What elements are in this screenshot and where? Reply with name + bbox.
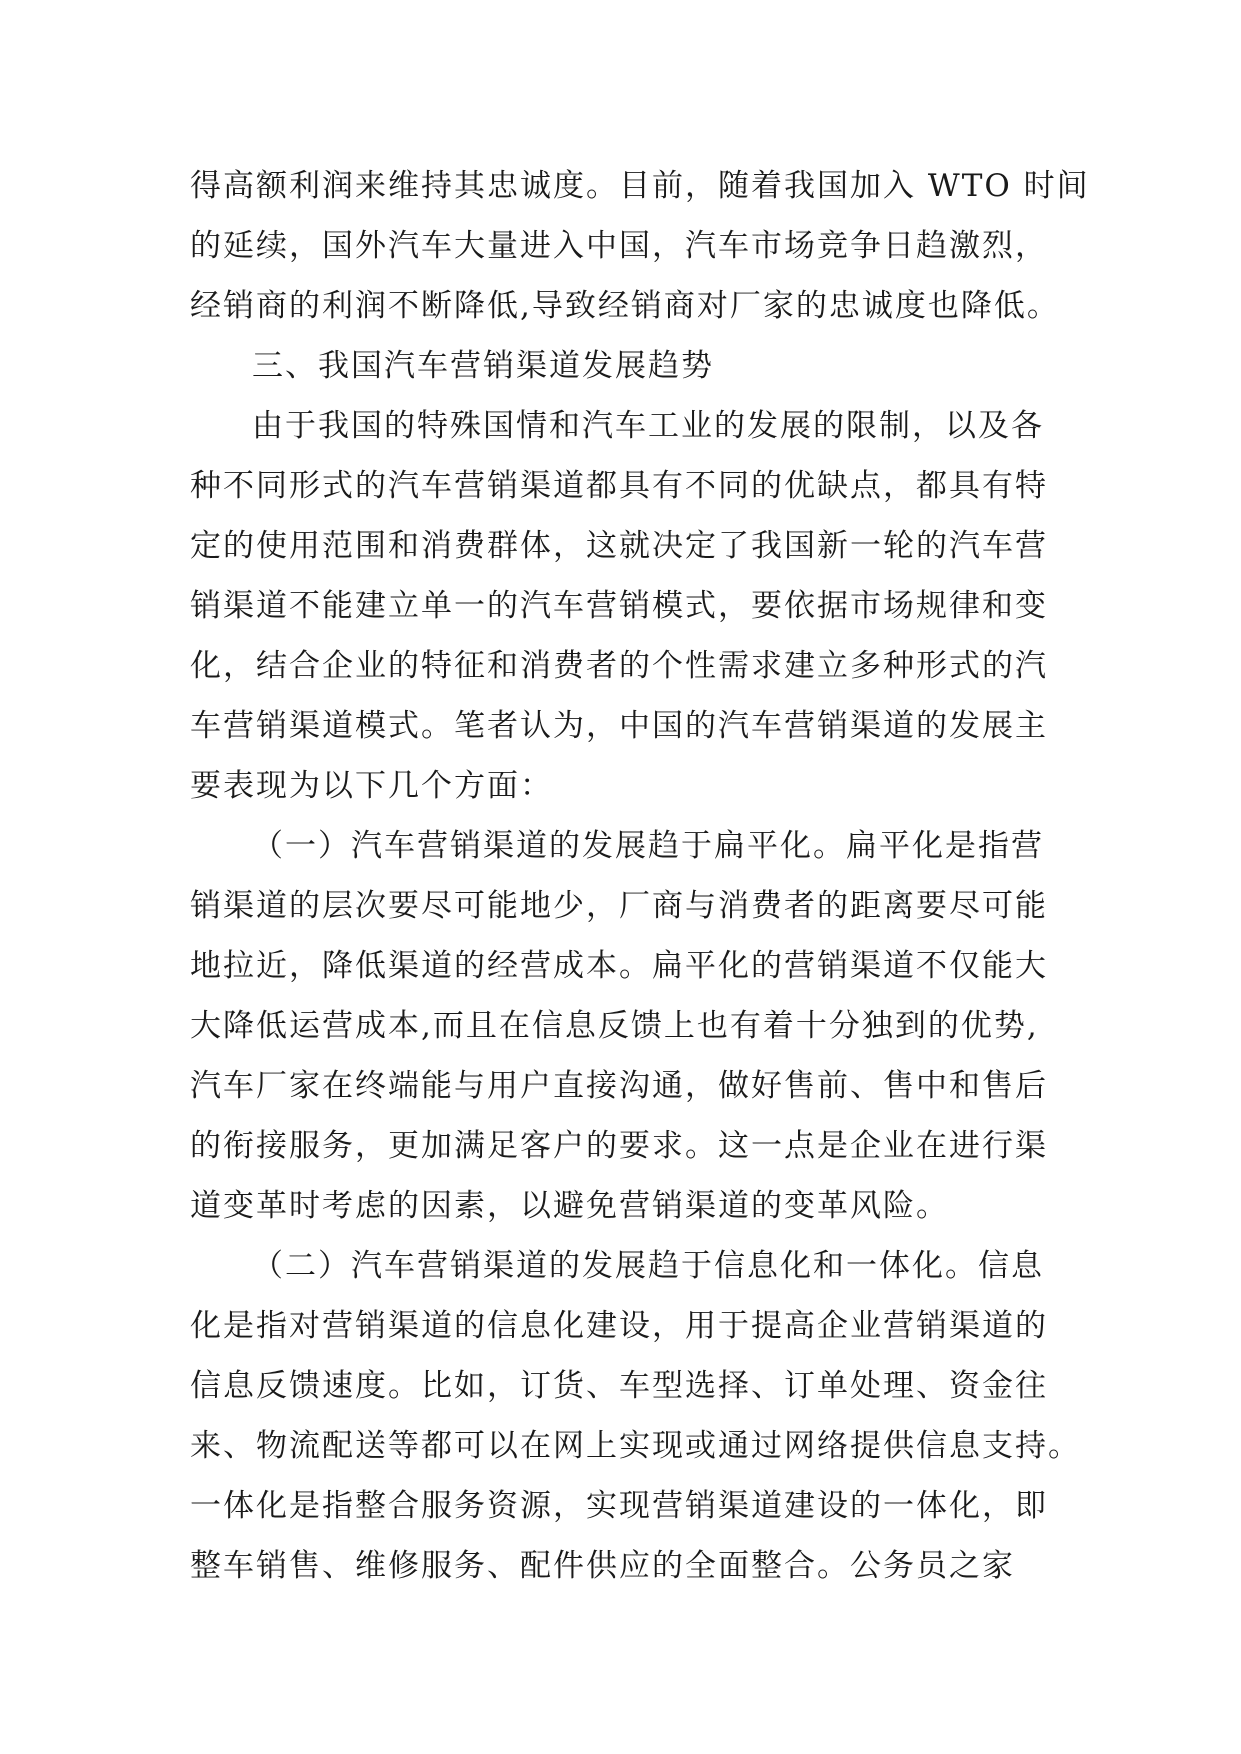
text-line: 定的使用范围和消费群体，这就决定了我国新一轮的汽车营 (190, 528, 1048, 564)
text-line: 化，结合企业的特征和消费者的个性需求建立多种形式的汽 (190, 648, 1048, 684)
text-line: 经销商的利润不断降低,导致经销商对厂家的忠诚度也降低。 (190, 288, 1060, 324)
text-line: （一）汽车营销渠道的发展趋于扁平化。扁平化是指营 (252, 828, 1044, 864)
text-line: 种不同形式的汽车营销渠道都具有不同的优缺点，都具有特 (190, 468, 1048, 504)
text-line: 地拉近，降低渠道的经营成本。扁平化的营销渠道不仅能大 (190, 948, 1048, 984)
text-line: 道变革时考虑的因素，以避免营销渠道的变革风险。 (190, 1188, 949, 1224)
text-line: 大降低运营成本,而且在信息反馈上也有着十分独到的优势, (190, 1008, 1039, 1044)
text-line: 信息反馈速度。比如，订货、车型选择、订单处理、资金往 (190, 1368, 1048, 1404)
text-line: （二）汽车营销渠道的发展趋于信息化和一体化。信息 (252, 1248, 1044, 1284)
text-line: 整车销售、维修服务、配件供应的全面整合。公务员之家 (190, 1548, 1015, 1584)
text-line: 来、物流配送等都可以在网上实现或通过网络提供信息支持。 (190, 1428, 1081, 1464)
text-line: 要表现为以下几个方面： (190, 768, 553, 804)
text-line: 的延续，国外汽车大量进入中国，汽车市场竞争日趋激烈， (190, 228, 1048, 264)
text-line: 由于我国的特殊国情和汽车工业的发展的限制，以及各 (252, 408, 1044, 444)
text-line: 销渠道不能建立单一的汽车营销模式，要依据市场规律和变 (190, 588, 1048, 624)
text-line: 化是指对营销渠道的信息化建设，用于提高企业营销渠道的 (190, 1308, 1048, 1344)
text-line: 销渠道的层次要尽可能地少，厂商与消费者的距离要尽可能 (190, 888, 1048, 924)
text-line: 车营销渠道模式。笔者认为，中国的汽车营销渠道的发展主 (190, 708, 1048, 744)
section-heading: 三、我国汽车营销渠道发展趋势 (252, 348, 714, 384)
text-line: 汽车厂家在终端能与用户直接沟通，做好售前、售中和售后 (190, 1068, 1048, 1104)
text-line: 得高额利润来维持其忠诚度。目前，随着我国加入 WTO 时间 (190, 168, 1090, 204)
text-line: 一体化是指整合服务资源，实现营销渠道建设的一体化，即 (190, 1488, 1048, 1524)
text-line: 的衔接服务，更加满足客户的要求。这一点是企业在进行渠 (190, 1128, 1048, 1164)
